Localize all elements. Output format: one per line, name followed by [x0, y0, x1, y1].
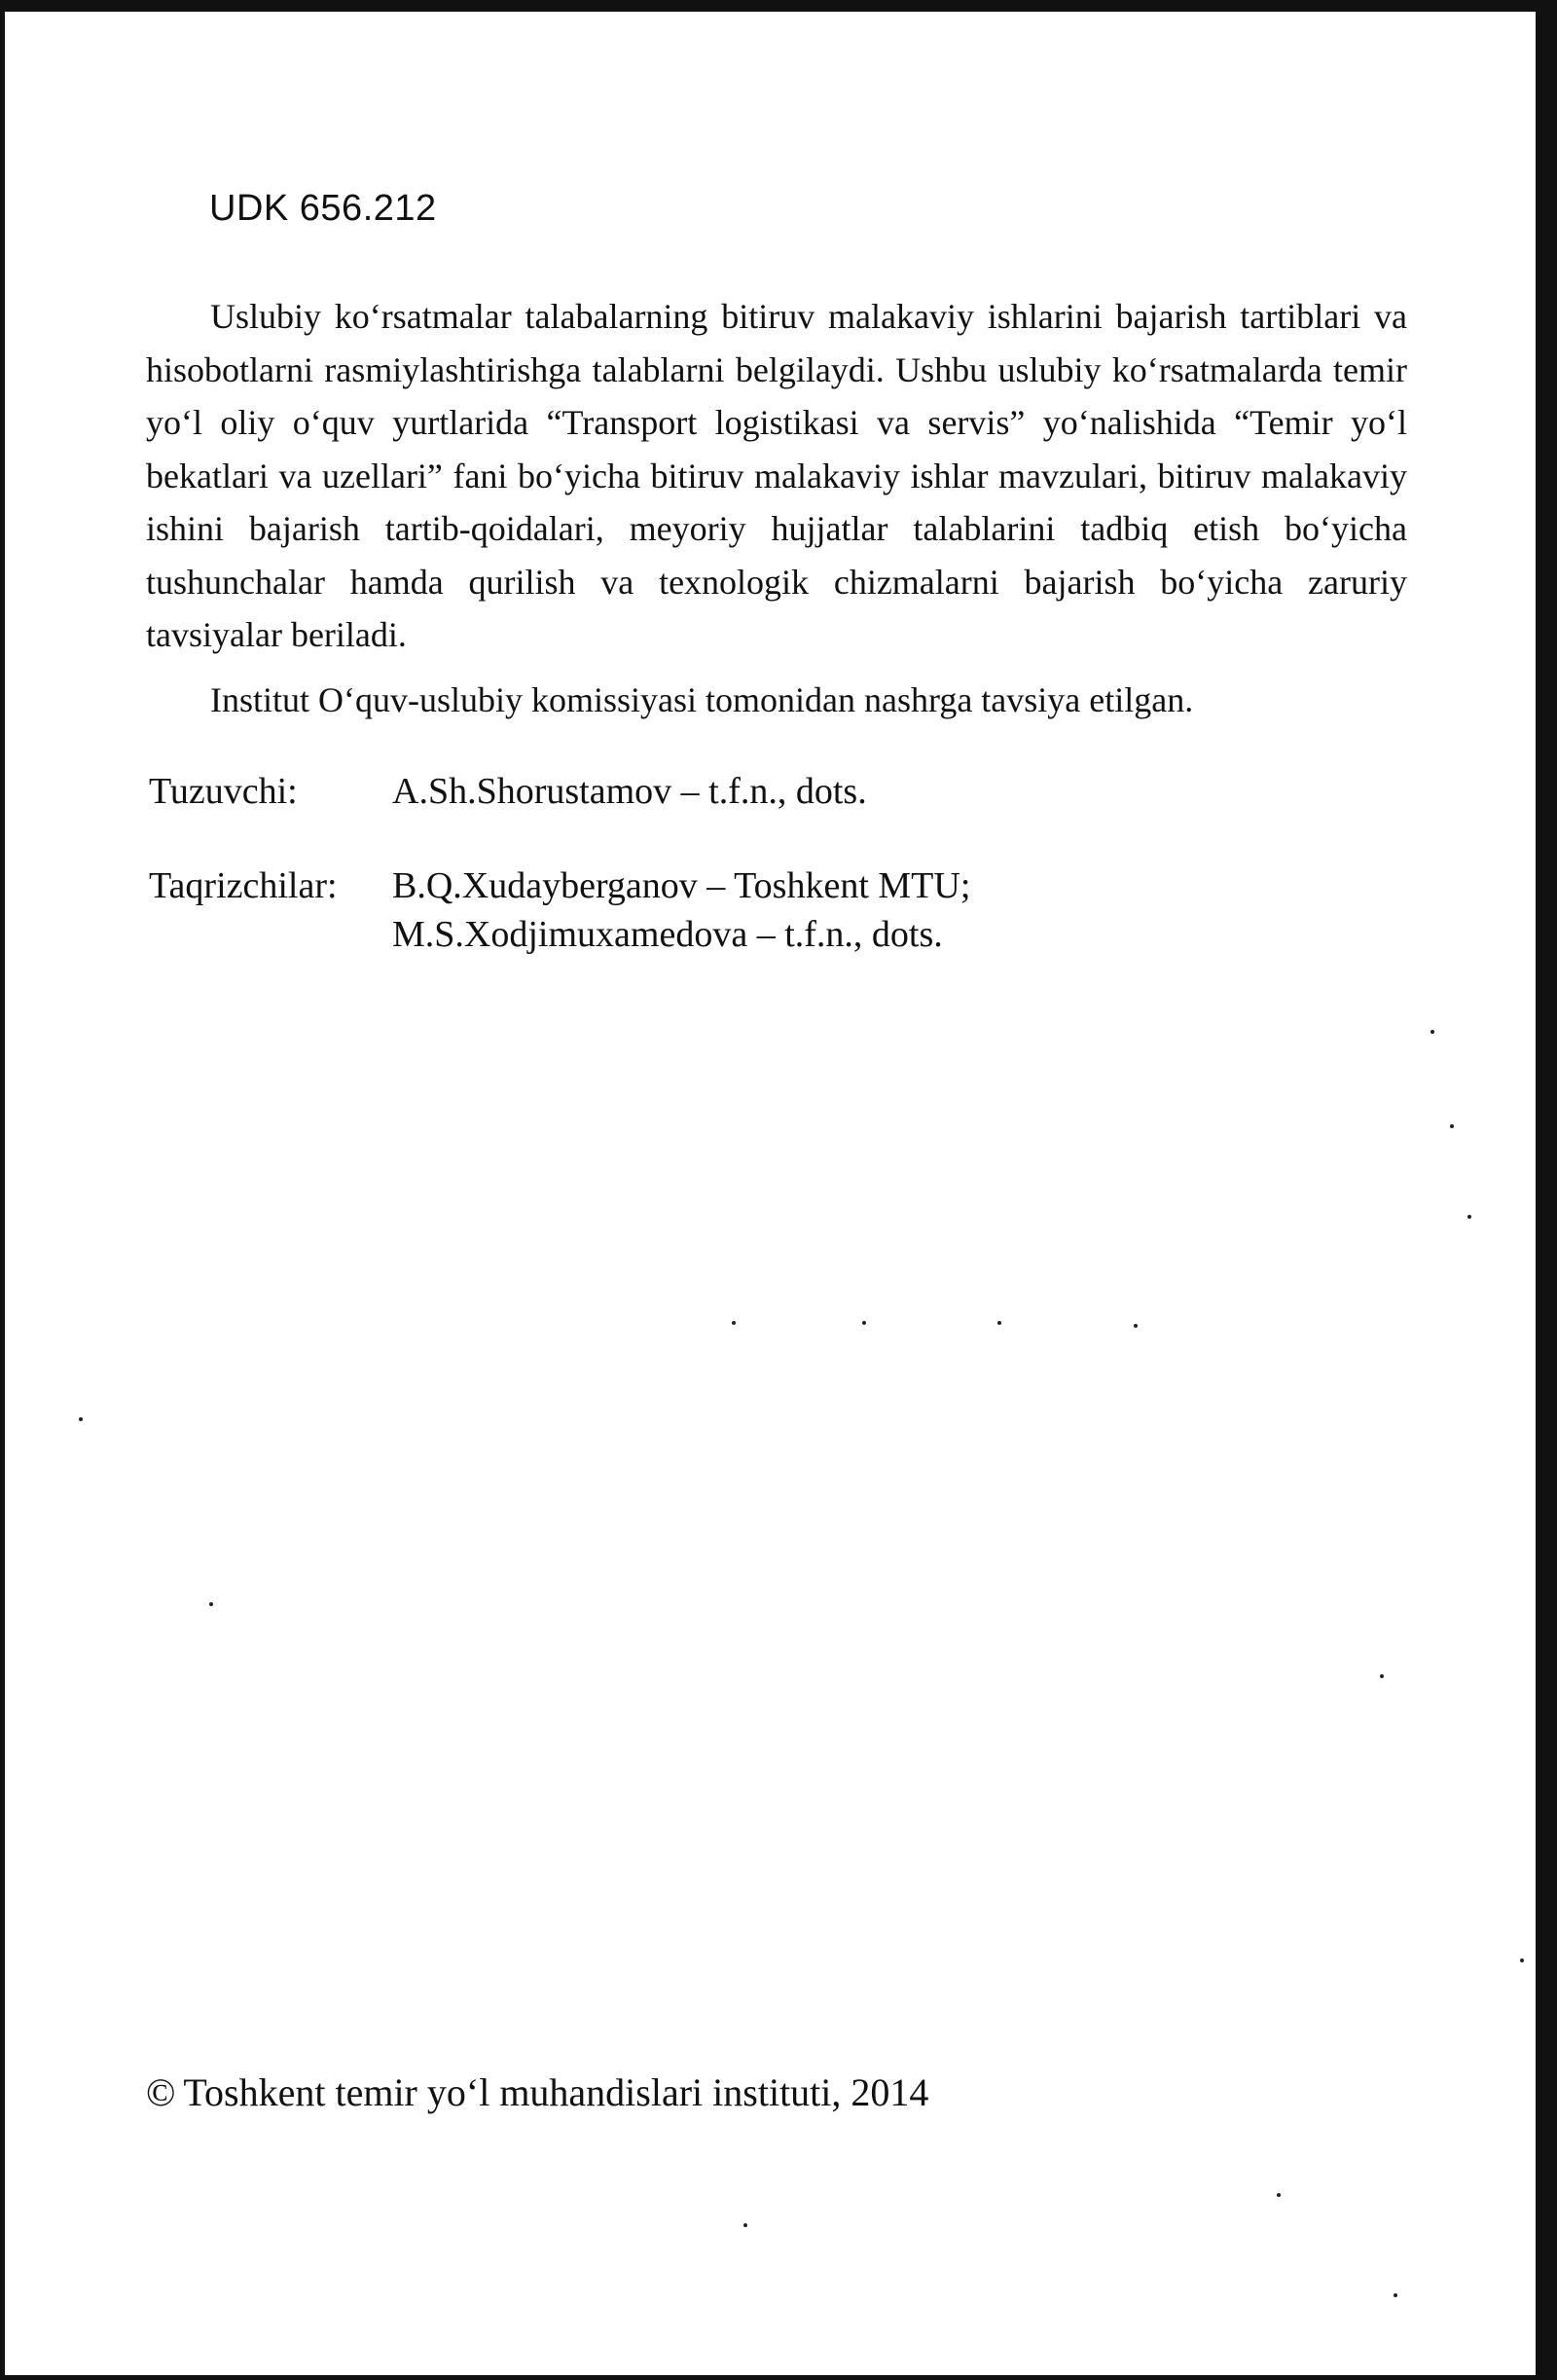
reviewers-label: Taqrizchilar:: [149, 865, 338, 906]
scan-speck: [1394, 2293, 1397, 2297]
publication-recommendation: Institut O‘quv-uslubiy komissiyasi tomonidan nashrga tavsiya etilgan.: [210, 680, 1194, 719]
scan-speck: [1134, 1324, 1138, 1328]
scan-edge-bottom: [0, 2375, 1557, 2380]
scan-speck: [743, 2223, 747, 2227]
copyright-line: [146, 2066, 928, 2120]
scan-speck: [1380, 1674, 1384, 1678]
copyright-text: Toshkent temir yo‘l muhandislari instituti, 2014: [183, 2070, 929, 2114]
scan-speck: [1430, 1030, 1434, 1034]
compiler-name: A.Sh.Shorustamov – t.f.n., dots.: [392, 771, 867, 812]
scan-speck: [1450, 1124, 1454, 1128]
scan-speck: [1520, 1959, 1524, 1962]
scan-speck: [1467, 1215, 1471, 1219]
scan-speck: [1277, 2193, 1281, 2197]
reviewer-name-1: B.Q.Xudayberganov – Toshkent MTU;: [392, 865, 971, 906]
copyright-icon: ©: [146, 2070, 176, 2114]
scan-speck: [997, 1321, 1001, 1325]
scan-speck: [209, 1602, 213, 1606]
udk-code: UDK 656.212: [209, 188, 437, 229]
scan-speck: [79, 1417, 83, 1421]
scan-speck: [862, 1321, 866, 1325]
scan-speck: [732, 1321, 736, 1325]
compiler-label: Tuzuvchi:: [149, 771, 298, 812]
scan-edge-right: [1536, 0, 1557, 2380]
reviewer-name-2: M.S.Xodjimuxamedova – t.f.n., dots.: [392, 914, 943, 955]
annotation-paragraph: Uslubiy ko‘rsatmalar talabalarning bitiruv malakaviy ishlarini bajarish tartiblari va hisobotlarni rasmiylashtirishga talablarni belgilaydi. Ushbu uslubiy ko‘rsatmalarda temir yo‘l oliy o‘quv yurtlarida “Transport logistikasi va servis” yo‘nalishida “Temir yo‘l bekatlari va uzellari” fani bo‘yicha bitiruv malakaviy ishlar mavzulari, bitiruv malakaviy ishini bajarish tartib-qoidalari, meyoriy hujjatlar talablarini tadbiq etish bo‘yicha tushunchalar hamda qurilish va texnologik chizmalarni bajarish bo‘yicha zaruriy tavsiyalar beriladi.: [146, 297, 1407, 654]
scan-edge-top: [0, 0, 1557, 12]
scan-edge-left: [0, 0, 5, 2380]
